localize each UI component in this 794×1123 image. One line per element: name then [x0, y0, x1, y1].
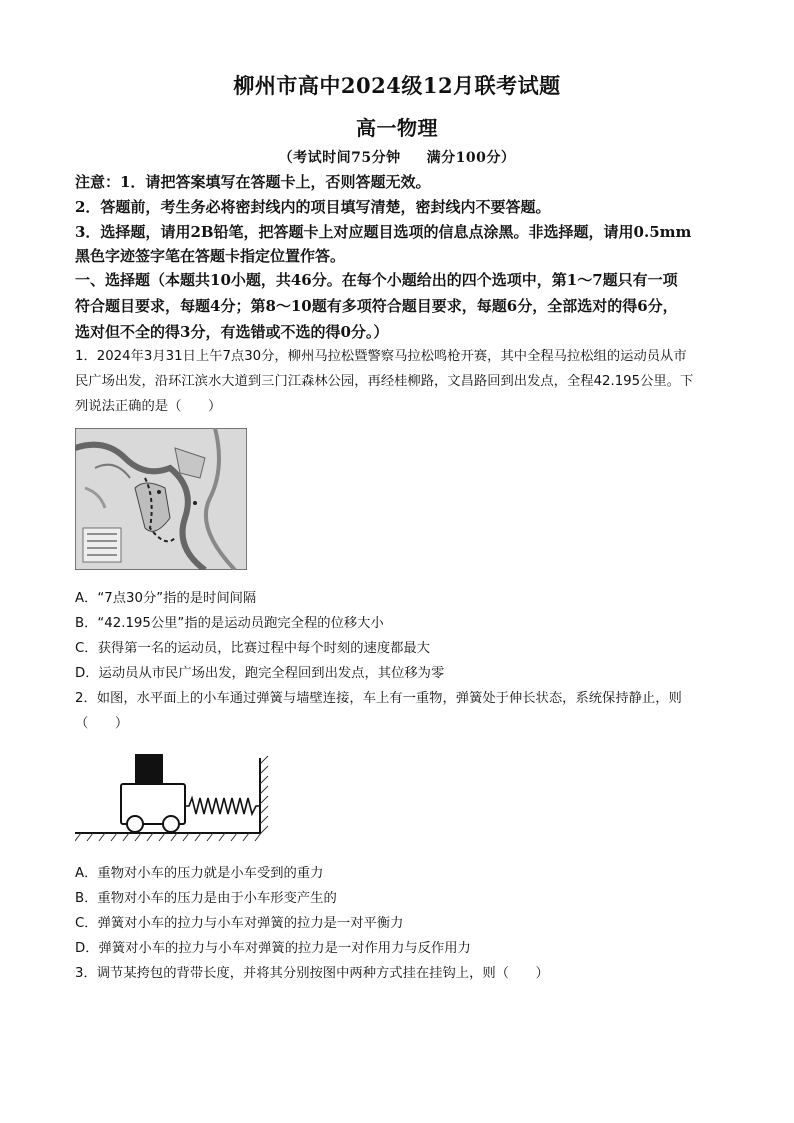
q1-option-a: A．“7点30分”指的是时间间隔: [75, 591, 257, 606]
map-image: [75, 428, 247, 570]
section-instruction-3: 选对但不全的得3分，有选错或不选的得0分。）: [75, 323, 389, 341]
exam-score: 满分100分）: [426, 150, 516, 166]
notice-line-2: 2．答题前，考生务必将密封线内的项目填写清楚，密封线内不要答题。: [75, 198, 551, 216]
q1-stem-1: 1．2024年3月31日上午7点30分，柳州马拉松暨警察马拉松鸣枪开赛，其中全程马拉松组的运动员从市: [75, 349, 687, 364]
q2-stem-2: （ ）: [75, 716, 129, 731]
q2-option-d: D．弹簧对小车的拉力与小车对弹簧的拉力是一对作用力与反作用力: [75, 941, 471, 956]
exam-time: （考试时间75分钟: [278, 150, 401, 166]
q2-stem-1: 2．如图，水平面上的小车通过弹簧与墙壁连接，车上有一重物，弹簧处于伸长状态，系统保持静止，则: [75, 691, 682, 706]
notice-line-1: 注意：1．请把答案填写在答题卡上，否则答题无效。: [75, 173, 431, 191]
q2-option-b: B．重物对小车的压力是由于小车形变产生的: [75, 891, 337, 906]
q2-option-a: A．重物对小车的压力就是小车受到的重力: [75, 866, 324, 881]
notice-line-3a: 3．选择题，请用2B铅笔，把答题卡上对应题目选项的信息点涂黑。非选择题，请用0.5mm: [75, 223, 692, 241]
exam-info: [0, 147, 794, 167]
q1-option-d: D．运动员从市民广场出发，跑完全程回到出发点，其位移为零: [75, 666, 445, 681]
exam-subject: 高一物理: [356, 116, 438, 140]
cart-spring-diagram: [75, 744, 275, 844]
q3-stem-1: 3．调节某挎包的背带长度，并将其分别按图中两种方式挂在挂钩上，则（ ）: [75, 966, 549, 981]
q1-stem-2: 民广场出发，沿环江滨水大道到三门江森林公园，再经桂柳路，文昌路回到出发点，全程42.195公里。下: [75, 374, 694, 389]
exam-title: 柳州市高中2024级12月联考试题: [233, 73, 561, 98]
q1-option-b: B．“42.195公里”指的是运动员跑完全程的位移大小: [75, 616, 384, 631]
q1-option-c: C．获得第一名的运动员，比赛过程中每个时刻的速度都最大: [75, 641, 431, 656]
q2-option-c: C．弹簧对小车的拉力与小车对弹簧的拉力是一对平衡力: [75, 916, 404, 931]
section-instruction-1: 一、选择题（本题共10小题，共46分。在每个小题给出的四个选项中，第1～7题只有一项: [75, 271, 678, 289]
section-instruction-2: 符合题目要求，每题4分；第8～10题有多项符合题目要求，每题6分，全部选对的得6分，: [75, 297, 678, 315]
notice-line-3b: 黑色字迹签字笔在答题卡指定位置作答。: [75, 247, 346, 265]
q1-stem-3: 列说法正确的是（ ）: [75, 399, 222, 414]
